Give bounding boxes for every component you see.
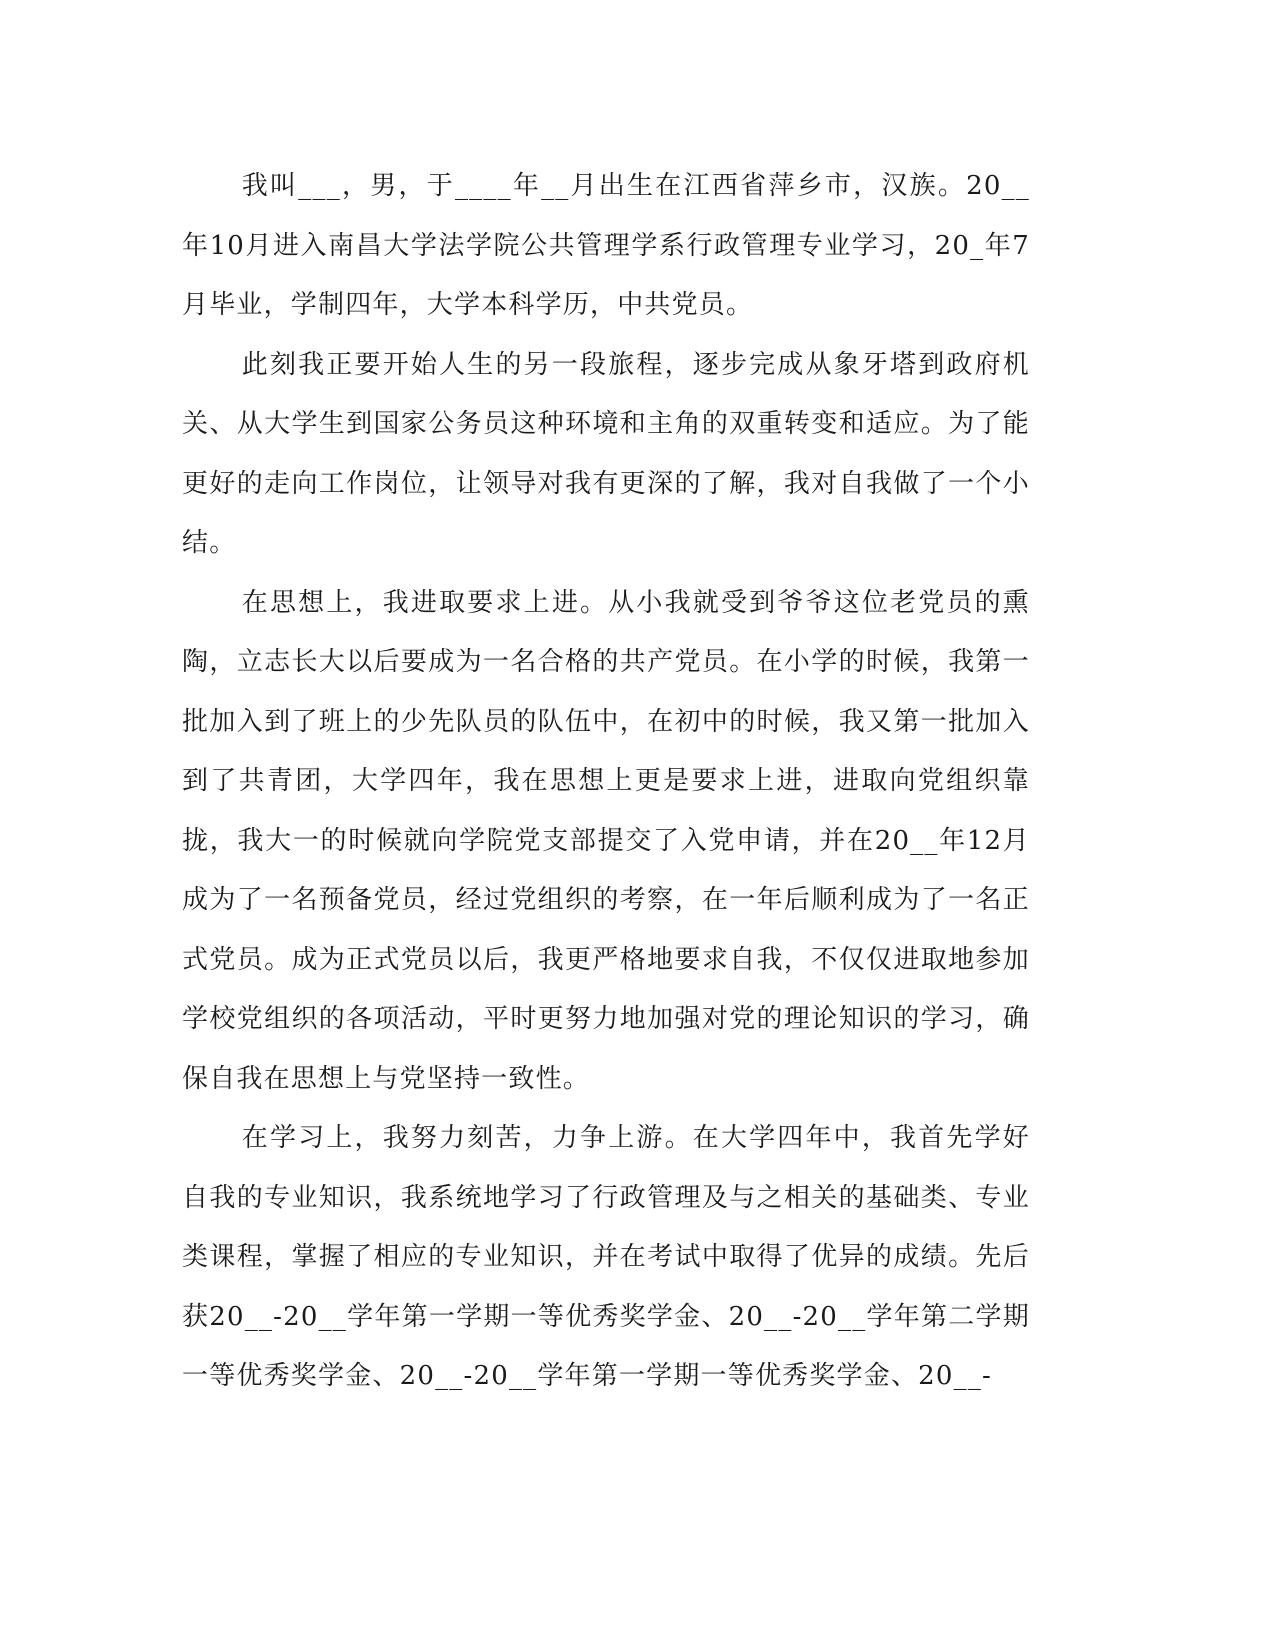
paragraph-study: 在学习上，我努力刻苦，力争上游。在大学四年中，我首先学好自我的专业知识，我系统地学习了行政管理及与之相关的基础类、专业类课程，掌握了相应的专业知识，并在考试中取得了优异的成绩。先后获20__-20__学年第一学期一等优秀奖学金、20__-20__学年第二学期一等优秀奖学金、20__-20__学年第一学期一等优秀奖学金、20__- — [182, 1123, 1030, 1391]
paragraph-ideology: 在思想上，我进取要求上进。从小我就受到爷爷这位老党员的熏陶，立志长大以后要成为一名合格的共产党员。在小学的时候，我第一批加入到了班上的少先队员的队伍中，在初中的时候，我又第一批加入到了共青团，大学四年，我在思想上更是要求上进，进取向党组织靠拢，我大一的时候就向学院党支部提交了入党申请，并在20__年12月成为了一名预备党员，经过党组织的考察，在一年后顺利成为了一名正式党员。成为正式党员以后，我更严格地要求自我，不仅仅进取地参加学校党组织的各项活动，平时更努力地加强对党的理论知识的学习，确保自我在思想上与党坚持一致性。 — [182, 587, 1030, 1094]
paragraph-introduction: 此刻我正要开始人生的另一段旅程，逐步完成从象牙塔到政府机关、从大学生到国家公务员这种环境和主角的双重转变和适应。为了能更好的走向工作岗位，让领导对我有更深的了解，我对自我做了一个小结。 — [182, 349, 1030, 558]
paragraph-personal-info: 我叫___，男，于____年__月出生在江西省萍乡市，汉族。20__年10月进入南昌大学法学院公共管理学系行政管理专业学习，20_年7月毕业，学制四年，大学本科学历，中共党员。 — [182, 171, 1030, 320]
document-body — [182, 157, 1030, 1407]
